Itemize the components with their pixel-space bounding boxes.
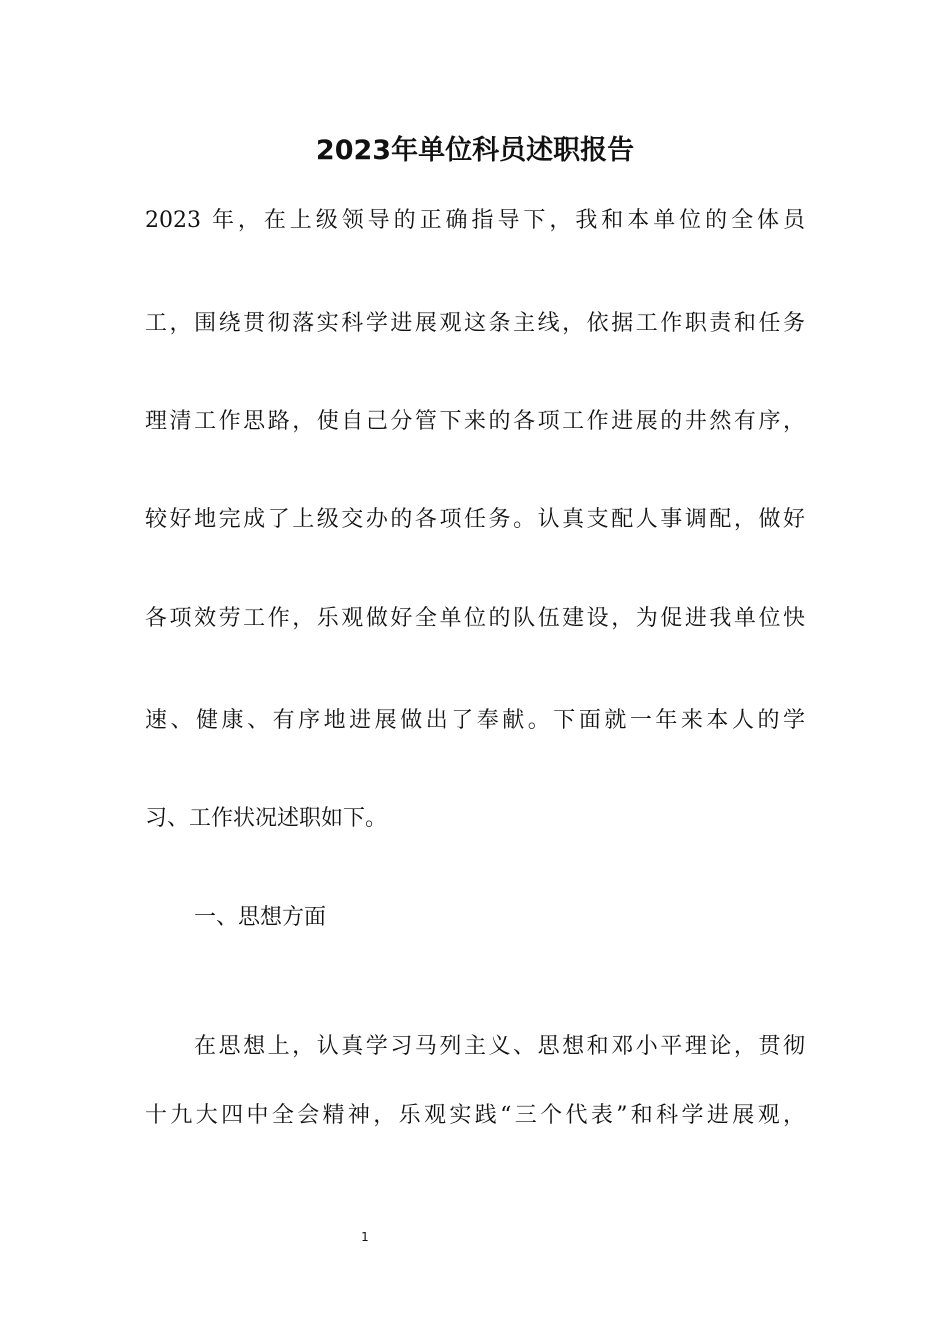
page-number: 1	[361, 1230, 369, 1244]
document-title: 2023年单位科员述职报告	[315, 135, 635, 166]
paragraph-line: 速、健康、有序地进展做出了奉献。下面就一年来本人的学	[145, 708, 805, 733]
paragraph-line: 2023 年，在上级领导的正确指导下，我和本单位的全体员	[145, 208, 805, 233]
paragraph-line: 较好地完成了上级交办的各项任务。认真支配人事调配，做好	[145, 507, 805, 532]
paragraph-line: 十九大四中全会精神，乐观实践“三个代表”和科学进展观，	[145, 1103, 805, 1128]
paragraph-line: 理清工作思路，使自己分管下来的各项工作进展的井然有序，	[145, 409, 805, 434]
paragraph-line: 工，围绕贯彻落实科学进展观这条主线，依据工作职责和任务	[145, 311, 805, 336]
paragraph-line: 各项效劳工作，乐观做好全单位的队伍建设，为促进我单位快	[145, 606, 805, 631]
paragraph-line: 习、工作状况述职如下。	[145, 806, 388, 831]
paragraph-line: 在思想上，认真学习马列主义、思想和邓小平理论，贯彻	[194, 1034, 805, 1059]
section-heading: 一、思想方面	[194, 905, 327, 930]
